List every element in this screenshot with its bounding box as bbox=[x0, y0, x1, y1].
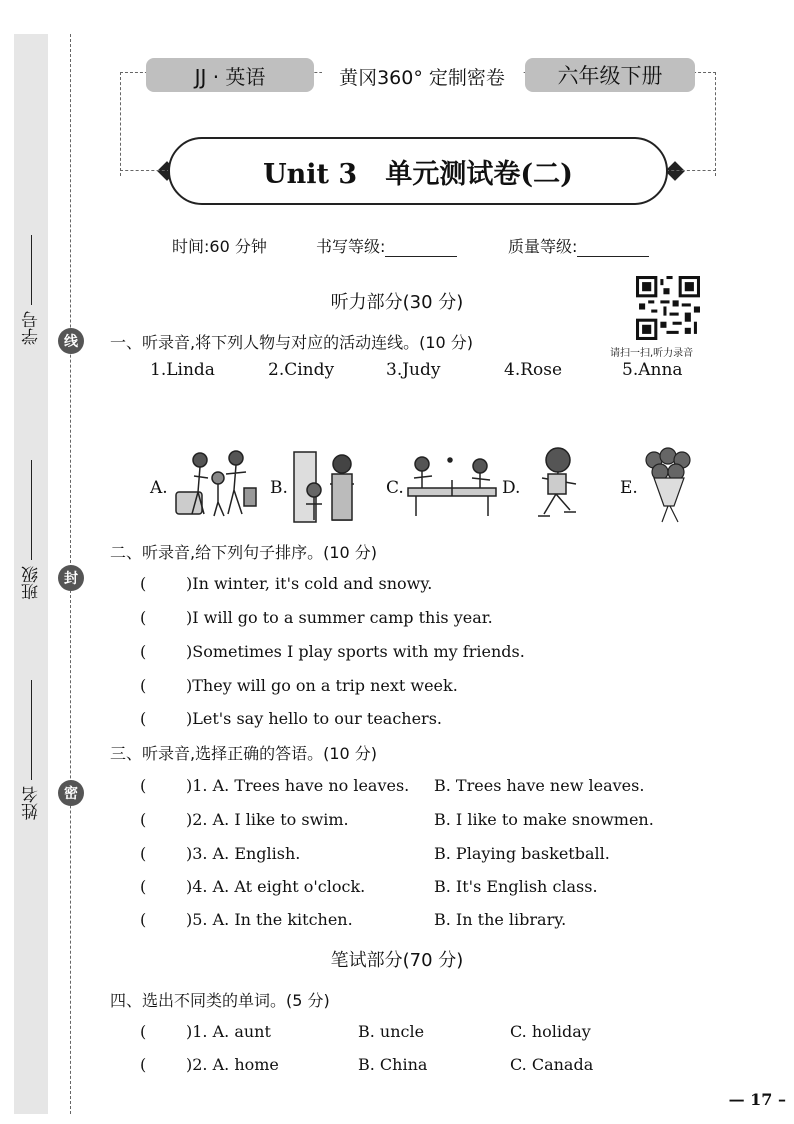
page-title: Unit 3 单元测试卷(二) bbox=[168, 137, 668, 205]
q4-item-2-c: C. Canada bbox=[510, 1055, 594, 1074]
name-label: 姓名 bbox=[14, 680, 48, 826]
page-number: — 17 – bbox=[728, 1090, 786, 1109]
q3-answer-blank-4[interactable]: ( bbox=[140, 877, 147, 896]
q4-item-1-a: )1. A. aunt bbox=[186, 1022, 271, 1041]
q3-answer-blank-1[interactable]: ( bbox=[140, 776, 147, 795]
q3-item-5-b: B. In the library. bbox=[434, 910, 567, 929]
q2-answer-blank-1[interactable]: ( bbox=[140, 574, 147, 593]
student-id-label: 学号 bbox=[14, 235, 48, 351]
q2-item-3: )Sometimes I play sports with my friends. bbox=[186, 642, 525, 661]
q2-answer-blank-5[interactable]: ( bbox=[140, 709, 147, 728]
greeting-teacher-icon bbox=[292, 450, 362, 524]
q4-item-1-b: B. uncle bbox=[358, 1022, 425, 1041]
pic-label-d: D. bbox=[502, 478, 521, 498]
writing-grade bbox=[316, 234, 457, 257]
written-title: 笔试部分(70 分) bbox=[330, 950, 464, 971]
class-label: 班级 bbox=[14, 460, 48, 606]
q3-item-4-a: )4. A. At eight o'clock. bbox=[186, 877, 366, 896]
q3-item-2-a: )2. A. I like to swim. bbox=[186, 810, 349, 829]
grade-tag: 六年级下册 bbox=[525, 58, 695, 92]
q4-answer-blank-1[interactable]: ( bbox=[140, 1022, 147, 1041]
q3-item-4-b: B. It's English class. bbox=[434, 877, 598, 896]
name-linda: 1.Linda bbox=[150, 360, 215, 380]
ping-pong-icon bbox=[406, 454, 498, 518]
name-rose: 4.Rose bbox=[504, 360, 563, 380]
quality-grade-label: 质量等级: bbox=[508, 237, 578, 256]
pic-label-a: A. bbox=[150, 478, 168, 498]
q3-item-5-a: )5. A. In the kitchen. bbox=[186, 910, 353, 929]
q3-item-2-b: B. I like to make snowmen. bbox=[434, 810, 654, 829]
q4-item-1-c: C. holiday bbox=[510, 1022, 591, 1041]
name-cindy: 2.Cindy bbox=[268, 360, 335, 380]
q4-item-2-a: )2. A. home bbox=[186, 1055, 279, 1074]
header-frame-right bbox=[666, 170, 716, 171]
q4-answer-blank-2[interactable]: ( bbox=[140, 1055, 147, 1074]
quality-grade-blank[interactable] bbox=[577, 243, 649, 257]
seal-seal: 封 bbox=[58, 565, 84, 591]
q3-item-3-a: )3. A. English. bbox=[186, 844, 301, 863]
q3-answer-blank-5[interactable]: ( bbox=[140, 910, 147, 929]
q2-item-2: )I will go to a summer camp this year. bbox=[186, 608, 493, 627]
pic-label-e: E. bbox=[620, 478, 638, 498]
q2-heading: 二、听录音,给下列句子排序。(10 分) bbox=[110, 543, 378, 562]
q3-heading: 三、听录音,选择正确的答语。(10 分) bbox=[110, 744, 378, 763]
seal-secret: 密 bbox=[58, 780, 84, 806]
q2-answer-blank-4[interactable]: ( bbox=[140, 676, 147, 695]
name-judy: 3.Judy bbox=[386, 360, 441, 380]
q2-item-4: )They will go on a trip next week. bbox=[186, 676, 458, 695]
brand-text: 黄冈360° 定制密卷 bbox=[322, 60, 522, 92]
flower-bouquet-icon bbox=[640, 446, 700, 524]
pic-label-c: C. bbox=[386, 478, 404, 498]
q3-item-1-b: B. Trees have new leaves. bbox=[434, 776, 645, 795]
q4-item-2-b: B. China bbox=[358, 1055, 428, 1074]
ice-skating-icon bbox=[524, 444, 596, 524]
writing-grade-label: 书写等级: bbox=[316, 237, 386, 256]
seal-line: 线 bbox=[58, 328, 84, 354]
q2-answer-blank-2[interactable]: ( bbox=[140, 608, 147, 627]
name-anna: 5.Anna bbox=[622, 360, 683, 380]
writing-grade-blank[interactable] bbox=[385, 243, 457, 257]
q4-heading: 四、选出不同类的单词。(5 分) bbox=[110, 991, 330, 1010]
subject-tag: JJ · 英语 bbox=[146, 58, 314, 92]
header-frame-left bbox=[120, 170, 170, 171]
q2-item-5: )Let's say hello to our teachers. bbox=[186, 709, 442, 728]
quality-grade bbox=[508, 234, 649, 257]
q3-item-3-b: B. Playing basketball. bbox=[434, 844, 610, 863]
pic-label-b: B. bbox=[270, 478, 288, 498]
listening-title: 听力部分(30 分) bbox=[330, 292, 464, 313]
q2-item-1: )In winter, it's cold and snowy. bbox=[186, 574, 433, 593]
qr-caption: 请扫一扫,听力录音 bbox=[610, 348, 694, 359]
travel-family-icon bbox=[172, 448, 262, 524]
q3-item-1-a: )1. A. Trees have no leaves. bbox=[186, 776, 410, 795]
q3-answer-blank-3[interactable]: ( bbox=[140, 844, 147, 863]
q1-heading: 一、听录音,将下列人物与对应的活动连线。(10 分) bbox=[110, 333, 474, 352]
time-info: 时间:60 分钟 bbox=[172, 237, 267, 256]
q2-answer-blank-3[interactable]: ( bbox=[140, 642, 147, 661]
q3-answer-blank-2[interactable]: ( bbox=[140, 810, 147, 829]
